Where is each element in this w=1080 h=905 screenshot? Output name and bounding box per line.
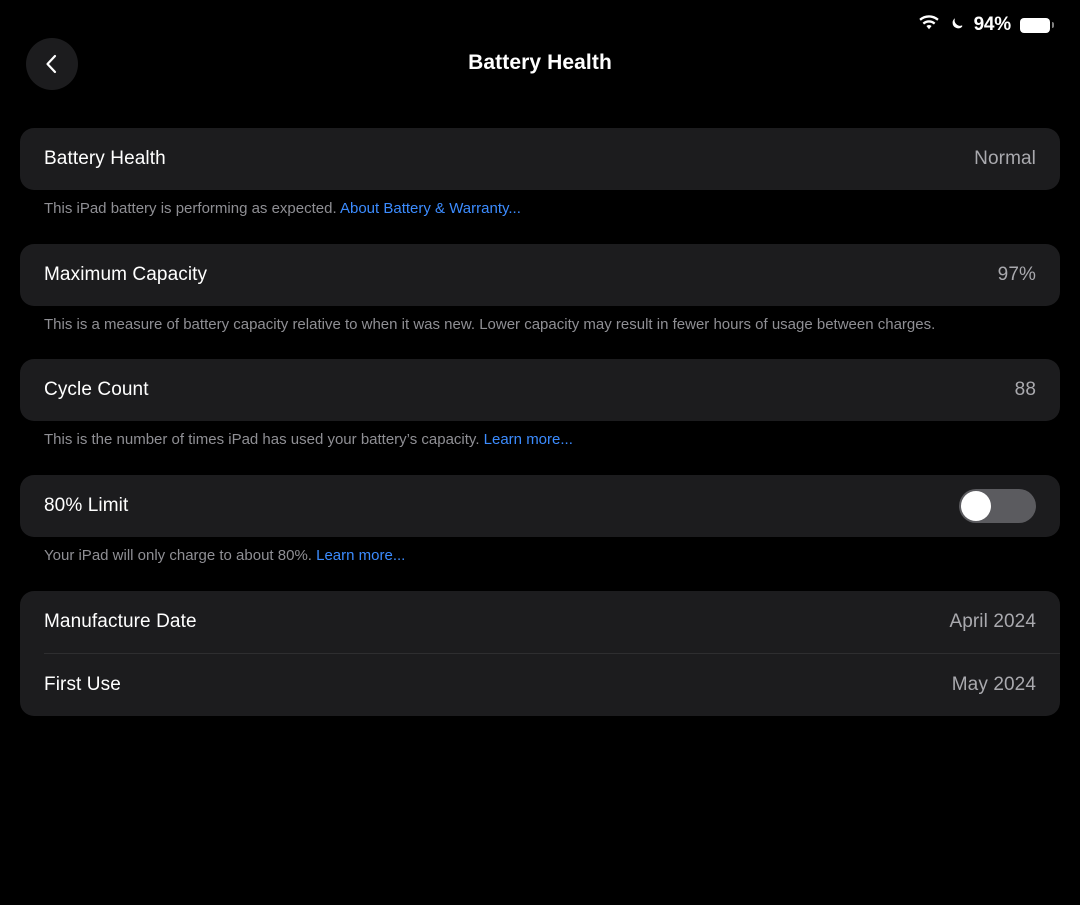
row-value: May 2024	[951, 674, 1036, 695]
maximum-capacity-group	[20, 244, 1060, 306]
about-battery-warranty-link[interactable]: About Battery & Warranty...	[339, 200, 521, 217]
row-value: April 2024	[949, 611, 1036, 632]
dates-group	[20, 591, 1060, 716]
battery-health-footnote	[0, 190, 1000, 219]
row-label: Cycle Count	[44, 379, 149, 400]
cycle-count-group	[20, 359, 1060, 421]
battery-percentage-label: 94%	[973, 14, 1011, 35]
row-maximum-capacity[interactable]	[20, 244, 1060, 306]
row-label: Battery Health	[44, 148, 166, 169]
maximum-capacity-footnote: This is a measure of battery capacity relative to when it was new. Lower capacity may result in fewer hours of usage between charges.	[44, 316, 936, 333]
cycle-count-footnote	[0, 421, 1000, 450]
toggle-knob	[961, 491, 991, 521]
row-label: First Use	[44, 674, 121, 695]
row-cycle-count[interactable]	[20, 359, 1060, 421]
page-title: Battery Health	[468, 51, 612, 74]
battery-icon	[1020, 18, 1050, 33]
wifi-icon	[918, 15, 940, 36]
row-first-use	[20, 654, 1060, 716]
limit-80-group	[20, 475, 1060, 537]
navigation-bar	[0, 38, 1080, 96]
battery-health-group	[20, 128, 1060, 190]
settings-content	[0, 128, 1080, 716]
row-value: Normal	[974, 148, 1036, 169]
footnote-text: Your iPad will only charge to about 80%.	[44, 547, 317, 564]
moon-icon	[949, 15, 965, 36]
row-label: Maximum Capacity	[44, 264, 208, 285]
status-bar	[918, 0, 1080, 40]
limit-80-footnote	[0, 537, 1000, 566]
row-value: 88	[1014, 379, 1036, 400]
limit-80-learn-more-link[interactable]: Learn more...	[316, 547, 406, 564]
row-battery-health[interactable]	[20, 128, 1060, 190]
footnote-text: This iPad battery is performing as expected.	[44, 200, 340, 217]
row-label: 80% Limit	[44, 495, 129, 516]
cycle-count-learn-more-link[interactable]: Learn more...	[483, 431, 573, 448]
row-80-percent-limit[interactable]	[20, 475, 1060, 537]
row-value: 97%	[997, 264, 1036, 285]
row-label: Manufacture Date	[44, 611, 197, 632]
row-manufacture-date	[20, 591, 1060, 653]
limit-80-toggle[interactable]	[959, 489, 1036, 523]
footnote-text: This is the number of times iPad has used your battery’s capacity.	[44, 431, 484, 448]
